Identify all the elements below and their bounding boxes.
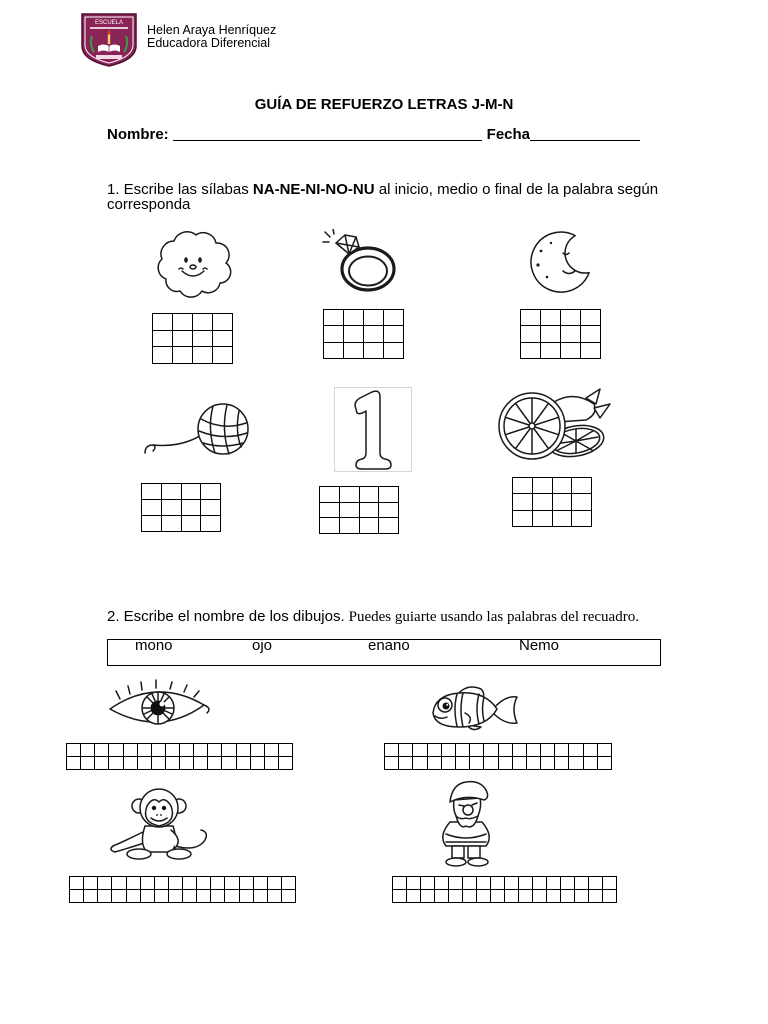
letter-box bbox=[340, 503, 360, 519]
letter-box bbox=[575, 890, 589, 903]
letter-box bbox=[193, 347, 213, 364]
letter-box bbox=[449, 877, 463, 890]
monkey-icon bbox=[105, 786, 215, 861]
letter-box bbox=[519, 890, 533, 903]
letter-box bbox=[572, 494, 592, 510]
letter-box bbox=[379, 487, 399, 503]
letter-box bbox=[561, 343, 581, 359]
letter-box bbox=[282, 890, 296, 903]
letter-box bbox=[519, 877, 533, 890]
letter-box bbox=[240, 890, 254, 903]
letter-box bbox=[569, 744, 583, 757]
letter-box bbox=[569, 757, 583, 770]
letter-box bbox=[70, 877, 84, 890]
letter-box bbox=[513, 478, 533, 494]
letter-box bbox=[344, 326, 364, 342]
letter-box bbox=[194, 744, 208, 757]
letter-box bbox=[84, 890, 98, 903]
svg-text:ESCUELA: ESCUELA bbox=[94, 20, 124, 26]
letter-box bbox=[513, 744, 527, 757]
letter-box bbox=[533, 877, 547, 890]
letter-box bbox=[491, 877, 505, 890]
letter-box bbox=[435, 890, 449, 903]
lemon-icon bbox=[496, 386, 614, 470]
letter-box bbox=[155, 877, 169, 890]
letter-box bbox=[208, 757, 222, 770]
letter-box bbox=[470, 757, 484, 770]
dwarf-icon bbox=[400, 778, 550, 870]
letter-box bbox=[162, 500, 182, 516]
letter-box bbox=[251, 757, 265, 770]
eye-icon bbox=[106, 679, 216, 735]
letter-box bbox=[201, 484, 221, 500]
letter-box bbox=[124, 757, 138, 770]
letter-box bbox=[67, 744, 81, 757]
letter-box bbox=[183, 877, 197, 890]
answer-grid-ring bbox=[323, 309, 404, 359]
letter-box bbox=[152, 744, 166, 757]
name-label: Nombre: bbox=[107, 126, 169, 143]
letter-box bbox=[533, 511, 553, 527]
letter-box bbox=[225, 890, 239, 903]
letter-box bbox=[572, 511, 592, 527]
letter-box bbox=[208, 744, 222, 757]
answer-grid-yarn bbox=[141, 483, 221, 532]
letter-box bbox=[513, 511, 533, 527]
letter-box bbox=[109, 744, 123, 757]
letter-box bbox=[324, 343, 344, 359]
letter-box bbox=[541, 757, 555, 770]
letter-box bbox=[213, 347, 233, 364]
letter-box bbox=[344, 343, 364, 359]
letter-box bbox=[527, 757, 541, 770]
answer-grid-eye bbox=[66, 743, 293, 770]
answer-grid-dwarf bbox=[392, 876, 617, 903]
letter-box bbox=[152, 757, 166, 770]
letter-box bbox=[421, 877, 435, 890]
letter-box bbox=[340, 518, 360, 534]
letter-box bbox=[166, 744, 180, 757]
answer-grid-fish bbox=[384, 743, 612, 770]
word-bank-box bbox=[107, 639, 661, 666]
letter-box bbox=[561, 326, 581, 342]
letter-box bbox=[553, 494, 573, 510]
letter-box bbox=[484, 757, 498, 770]
letter-box bbox=[67, 757, 81, 770]
letter-box bbox=[279, 744, 293, 757]
letter-box bbox=[182, 500, 202, 516]
letter-box bbox=[173, 347, 193, 364]
letter-box bbox=[197, 890, 211, 903]
letter-box bbox=[344, 310, 364, 326]
letter-box bbox=[561, 890, 575, 903]
letter-box bbox=[127, 877, 141, 890]
letter-box bbox=[360, 503, 380, 519]
question-1-text-before: 1. Escribe las sílabas bbox=[107, 181, 253, 198]
letter-box bbox=[141, 890, 155, 903]
letter-box bbox=[572, 478, 592, 494]
letter-box bbox=[456, 744, 470, 757]
letter-box bbox=[603, 877, 617, 890]
letter-box bbox=[81, 744, 95, 757]
question-2-instruction bbox=[107, 609, 639, 625]
letter-box bbox=[169, 890, 183, 903]
letter-box bbox=[584, 757, 598, 770]
letter-box bbox=[421, 890, 435, 903]
letter-box bbox=[521, 343, 541, 359]
letter-box bbox=[162, 516, 182, 532]
letter-box bbox=[527, 744, 541, 757]
letter-box bbox=[399, 744, 413, 757]
letter-box bbox=[477, 877, 491, 890]
cloud-icon bbox=[152, 227, 236, 299]
letter-box bbox=[81, 757, 95, 770]
letter-box bbox=[364, 310, 384, 326]
letter-box bbox=[555, 744, 569, 757]
letter-box bbox=[521, 326, 541, 342]
name-date-row bbox=[107, 126, 640, 144]
letter-box bbox=[384, 343, 404, 359]
letter-box bbox=[553, 478, 573, 494]
answer-grid-cloud bbox=[152, 313, 233, 364]
letter-box bbox=[513, 757, 527, 770]
letter-box bbox=[449, 890, 463, 903]
letter-box bbox=[282, 877, 296, 890]
letter-box bbox=[393, 877, 407, 890]
letter-box bbox=[98, 877, 112, 890]
letter-box bbox=[124, 744, 138, 757]
letter-box bbox=[211, 877, 225, 890]
date-blank-line bbox=[530, 127, 640, 141]
letter-box bbox=[183, 890, 197, 903]
letter-box bbox=[222, 757, 236, 770]
letter-box bbox=[265, 744, 279, 757]
question-2-hint: Puedes guiarte usando las palabras del recuadro. bbox=[348, 609, 639, 625]
letter-box bbox=[463, 890, 477, 903]
letter-box bbox=[180, 757, 194, 770]
letter-box bbox=[211, 890, 225, 903]
word-bank-item: enano bbox=[368, 637, 410, 654]
letter-box bbox=[324, 326, 344, 342]
letter-box bbox=[384, 310, 404, 326]
letter-box bbox=[547, 877, 561, 890]
letter-box bbox=[561, 310, 581, 326]
letter-box bbox=[138, 757, 152, 770]
answer-grid-one bbox=[319, 486, 399, 534]
name-blank-line bbox=[173, 127, 482, 141]
clownfish-icon bbox=[427, 683, 521, 735]
letter-box bbox=[541, 326, 561, 342]
teacher-name: Helen Araya Henríquez bbox=[147, 23, 277, 37]
letter-box bbox=[251, 744, 265, 757]
letter-box bbox=[268, 890, 282, 903]
word-bank-item: ojo bbox=[252, 637, 273, 654]
letter-box bbox=[505, 877, 519, 890]
letter-box bbox=[499, 744, 513, 757]
letter-box bbox=[575, 877, 589, 890]
letter-box bbox=[320, 518, 340, 534]
letter-box bbox=[393, 890, 407, 903]
letter-box bbox=[533, 890, 547, 903]
letter-box bbox=[561, 877, 575, 890]
letter-box bbox=[360, 518, 380, 534]
letter-box bbox=[407, 890, 421, 903]
letter-box bbox=[435, 877, 449, 890]
letter-box bbox=[603, 890, 617, 903]
letter-box bbox=[428, 744, 442, 757]
date-label: Fecha bbox=[486, 126, 531, 143]
letter-box bbox=[413, 757, 427, 770]
letter-box bbox=[499, 757, 513, 770]
letter-box bbox=[598, 744, 612, 757]
letter-box bbox=[413, 744, 427, 757]
letter-box bbox=[213, 314, 233, 331]
letter-box bbox=[279, 757, 293, 770]
letter-box bbox=[324, 310, 344, 326]
letter-box bbox=[364, 326, 384, 342]
letter-box bbox=[477, 890, 491, 903]
word-bank-item: Nemo bbox=[519, 637, 560, 654]
letter-box bbox=[513, 494, 533, 510]
letter-box bbox=[142, 500, 162, 516]
letter-box bbox=[153, 331, 173, 348]
letter-box bbox=[379, 503, 399, 519]
letter-box bbox=[360, 487, 380, 503]
letter-box bbox=[169, 877, 183, 890]
letter-box bbox=[399, 757, 413, 770]
letter-box bbox=[385, 757, 399, 770]
letter-box bbox=[491, 890, 505, 903]
letter-box bbox=[237, 744, 251, 757]
letter-box bbox=[442, 744, 456, 757]
letter-box bbox=[463, 877, 477, 890]
letter-box bbox=[182, 516, 202, 532]
letter-box bbox=[95, 744, 109, 757]
letter-box bbox=[180, 744, 194, 757]
ring-icon bbox=[322, 229, 396, 293]
letter-box bbox=[470, 744, 484, 757]
number-one-icon bbox=[334, 387, 412, 472]
letter-box bbox=[213, 331, 233, 348]
letter-box bbox=[384, 326, 404, 342]
letter-box bbox=[320, 503, 340, 519]
letter-box bbox=[112, 877, 126, 890]
letter-box bbox=[98, 890, 112, 903]
letter-box bbox=[153, 314, 173, 331]
letter-box bbox=[127, 890, 141, 903]
school-logo bbox=[80, 12, 138, 67]
letter-box bbox=[581, 326, 601, 342]
letter-box bbox=[254, 890, 268, 903]
letter-box bbox=[197, 877, 211, 890]
letter-box bbox=[533, 494, 553, 510]
question-1-text-after: al inicio, medio o final de la palabra según corresponda bbox=[107, 181, 659, 213]
letter-box bbox=[581, 310, 601, 326]
letter-box bbox=[173, 314, 193, 331]
letter-box bbox=[581, 343, 601, 359]
letter-box bbox=[541, 744, 555, 757]
letter-box bbox=[456, 757, 470, 770]
letter-box bbox=[222, 744, 236, 757]
letter-box bbox=[254, 877, 268, 890]
letter-box bbox=[162, 484, 182, 500]
letter-box bbox=[268, 877, 282, 890]
letter-box bbox=[138, 744, 152, 757]
word-bank-item: mono bbox=[135, 637, 173, 654]
letter-box bbox=[598, 757, 612, 770]
letter-box bbox=[265, 757, 279, 770]
letter-box bbox=[84, 877, 98, 890]
answer-grid-monkey bbox=[69, 876, 296, 903]
letter-box bbox=[155, 890, 169, 903]
letter-box bbox=[194, 757, 208, 770]
letter-box bbox=[442, 757, 456, 770]
letter-box bbox=[153, 347, 173, 364]
letter-box bbox=[521, 310, 541, 326]
question-2-text: 2. Escribe el nombre de los dibujos. bbox=[107, 608, 345, 625]
letter-box bbox=[225, 877, 239, 890]
letter-box bbox=[109, 757, 123, 770]
letter-box bbox=[182, 484, 202, 500]
letter-box bbox=[541, 310, 561, 326]
letter-box bbox=[173, 331, 193, 348]
letter-box bbox=[193, 314, 213, 331]
letter-box bbox=[541, 343, 561, 359]
letter-box bbox=[553, 511, 573, 527]
letter-box bbox=[166, 757, 180, 770]
letter-box bbox=[142, 484, 162, 500]
letter-box bbox=[385, 744, 399, 757]
letter-box bbox=[142, 516, 162, 532]
letter-box bbox=[589, 877, 603, 890]
letter-box bbox=[112, 890, 126, 903]
page-title: GUÍA DE REFUERZO LETRAS J-M-N bbox=[254, 96, 514, 113]
letter-box bbox=[555, 757, 569, 770]
question-1-syllables: NA-NE-NI-NO-NU bbox=[252, 181, 375, 198]
answer-grid-moon bbox=[520, 309, 601, 359]
answer-grid-lemon bbox=[512, 477, 592, 527]
letter-box bbox=[547, 890, 561, 903]
letter-box bbox=[584, 744, 598, 757]
letter-box bbox=[95, 757, 109, 770]
letter-box bbox=[240, 877, 254, 890]
letter-box bbox=[201, 500, 221, 516]
letter-box bbox=[141, 877, 155, 890]
letter-box bbox=[70, 890, 84, 903]
letter-box bbox=[320, 487, 340, 503]
letter-box bbox=[484, 744, 498, 757]
question-1-instruction bbox=[107, 182, 707, 212]
letter-box bbox=[364, 343, 384, 359]
teacher-role: Educadora Diferencial bbox=[147, 36, 270, 50]
moon-icon bbox=[527, 231, 599, 293]
letter-box bbox=[589, 890, 603, 903]
letter-box bbox=[533, 478, 553, 494]
letter-box bbox=[237, 757, 251, 770]
letter-box bbox=[505, 890, 519, 903]
letter-box bbox=[340, 487, 360, 503]
letter-box bbox=[379, 518, 399, 534]
letter-box bbox=[407, 877, 421, 890]
letter-box bbox=[201, 516, 221, 532]
letter-box bbox=[428, 757, 442, 770]
letter-box bbox=[193, 331, 213, 348]
yarn-ball-icon bbox=[143, 401, 253, 459]
